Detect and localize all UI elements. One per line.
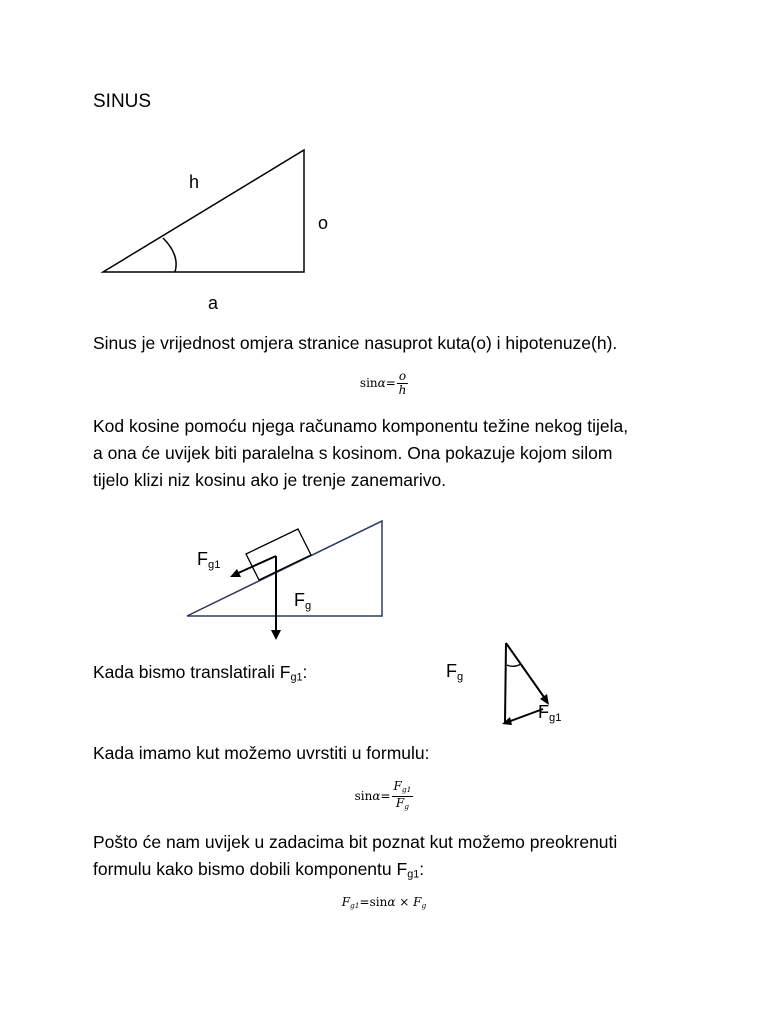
block [246, 529, 311, 580]
paragraph-incline [93, 413, 628, 494]
paragraph-line: tijelo klizi niz kosinu ako je trenje zanemarivo. [93, 470, 447, 490]
fg-side [505, 643, 506, 722]
triangle-shape [103, 150, 304, 272]
right-triangle [103, 150, 304, 272]
paragraph-substitute: Kada imamo kut možemo uvrstiti u formulu: [93, 743, 430, 763]
label-vec-fg1: $F_{g1}$ [538, 702, 562, 724]
paragraph-rearrange [93, 829, 617, 889]
paragraph-definition: Sinus je vrijednost omjera stranice nasuprot kuta(o) i hipotenuze(h). [93, 333, 618, 353]
label-fg1: $F_{g1}$ [197, 549, 221, 571]
fg-side-hyp [506, 643, 546, 700]
paragraph-line: Kod kosine pomoću njega računamo komponentu težine nekog tijela, [93, 416, 629, 436]
label-opposite: o [318, 213, 329, 233]
paragraph-line: a ona će uvijek biti paralelna s kosinom. Ona pokazuje kojom silom [93, 443, 613, 463]
label-fg: $F_g$ [294, 590, 312, 612]
label-hypotenuse: h [189, 172, 200, 192]
paragraph-line: formulu kako bismo dobili komponentu $F_{g1}$: [93, 859, 425, 881]
label-adjacent: a [208, 293, 219, 313]
angle-arc-small [507, 664, 521, 666]
formula-sin-ratio: sinα= $\frac{o}{h}$ [359, 369, 407, 397]
formula-fg1: $F_{g1}=\sin\alpha \times F_g$ [341, 895, 427, 910]
fg1-side-arrowhead [502, 717, 512, 725]
paragraph-translate: Kada bismo translatirali $F_{g1}$: [93, 662, 308, 684]
formula-sin-forces: sinα= $\frac{F_{g1}}{F_g}$ [354, 779, 412, 811]
incline-diagram [187, 521, 382, 640]
page-title: SINUS [93, 91, 152, 112]
paragraph-line: Pošto će nam uvijek u zadacima bit poznat kut možemo preokrenuti [93, 832, 618, 852]
angle-arc [163, 238, 176, 272]
label-vec-fg: $F_g$ [446, 661, 464, 683]
fg-arrowhead [271, 630, 281, 640]
fg1-vector [236, 556, 276, 574]
